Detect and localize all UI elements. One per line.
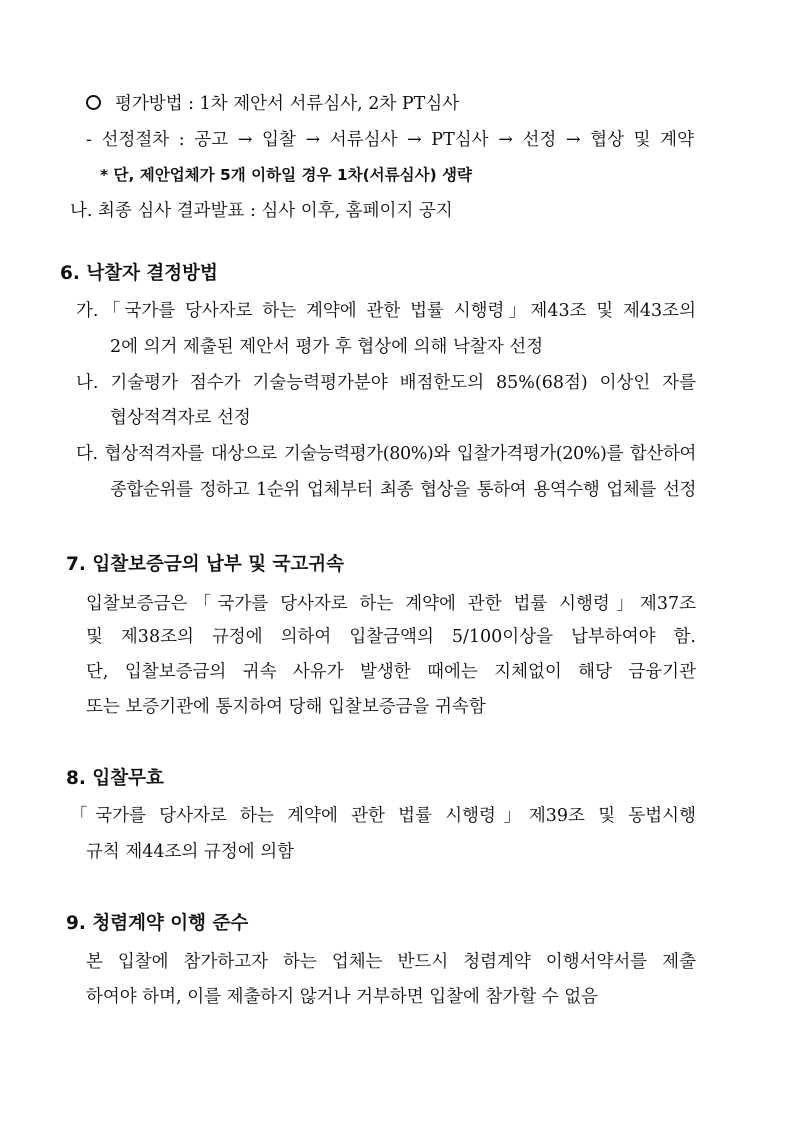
section7-title: 7. 입찰보증금의 납부 및 국고귀속 bbox=[66, 554, 344, 575]
section6-title: 6. 낙찰자 결정방법 bbox=[60, 263, 218, 284]
section6-item-c-line1: 다. 협상적격자를 대상으로 기술능력평가(80%)와 입찰가격평가(20%)를 합산하여 bbox=[76, 444, 696, 464]
section6-item-a-line1: 가.「국가를 당사자로 하는 계약에 관한 법률 시행령」제43조 및 제43조의 bbox=[76, 301, 696, 321]
section7-line1: 입찰보증금은「국가를 당사자로 하는 계약에 관한 법률 시행령」제37조 bbox=[86, 594, 696, 614]
section6-item-c-line2: 종합순위를 정하고 1순위 업체부터 최종 협상을 통하여 용역수행 업체를 선정 bbox=[110, 480, 696, 500]
evaluation-method-line bbox=[86, 92, 459, 116]
section7-line4: 또는 보증기관에 통지하여 당해 입찰보증금을 귀속함 bbox=[86, 697, 486, 717]
section8-line2: 규칙 제44조의 규정에 의함 bbox=[86, 842, 295, 862]
section6-item-b-line1: 나. 기술평가 점수가 기술능력평가분야 배점한도의 85%(68점) 이상인 자를 bbox=[76, 373, 696, 393]
section8-line1: 「국가를 당사자로 하는 계약에 관한 법률 시행령」제39조 및 동법시행 bbox=[70, 806, 696, 826]
evaluation-method-text: 평가방법 : 1차 제안서 서류심사, 2차 PT심사 bbox=[115, 94, 460, 114]
result-announcement-line: 나. 최종 심사 결과발표 : 심사 이후, 홈페이지 공지 bbox=[70, 201, 453, 221]
section6-item-a-line2: 2에 의거 제출된 제안서 평가 후 협상에 의해 낙찰자 선정 bbox=[110, 337, 544, 357]
exception-note-line: * 단, 제안업체가 5개 이하일 경우 1차(서류심사) 생략 bbox=[100, 166, 472, 184]
section6-item-b-line2: 협상적격자로 선정 bbox=[110, 408, 251, 428]
hollow-circle-bullet-icon bbox=[86, 95, 101, 110]
selection-procedure-line: - 선정절차 : 공고 → 입찰 → 서류심사 → PT심사 → 선정 → 협상 및 계약 bbox=[86, 130, 694, 150]
section7-line3: 단, 입찰보증금의 귀속 사유가 발생한 때에는 지체없이 해당 금융기관 bbox=[86, 662, 696, 682]
section9-line1: 본 입찰에 참가하고자 하는 업체는 반드시 청렴계약 이행서약서를 제출 bbox=[86, 952, 696, 972]
section8-title: 8. 입찰무효 bbox=[66, 768, 164, 789]
section9-line2: 하여야 하며, 이를 제출하지 않거나 거부하면 입찰에 참가할 수 없음 bbox=[86, 987, 599, 1007]
section9-title: 9. 청렴계약 이행 준수 bbox=[66, 913, 249, 934]
section7-line2: 및 제38조의 규정에 의하여 입찰금액의 5/100이상을 납부하여야 함. bbox=[86, 627, 696, 647]
